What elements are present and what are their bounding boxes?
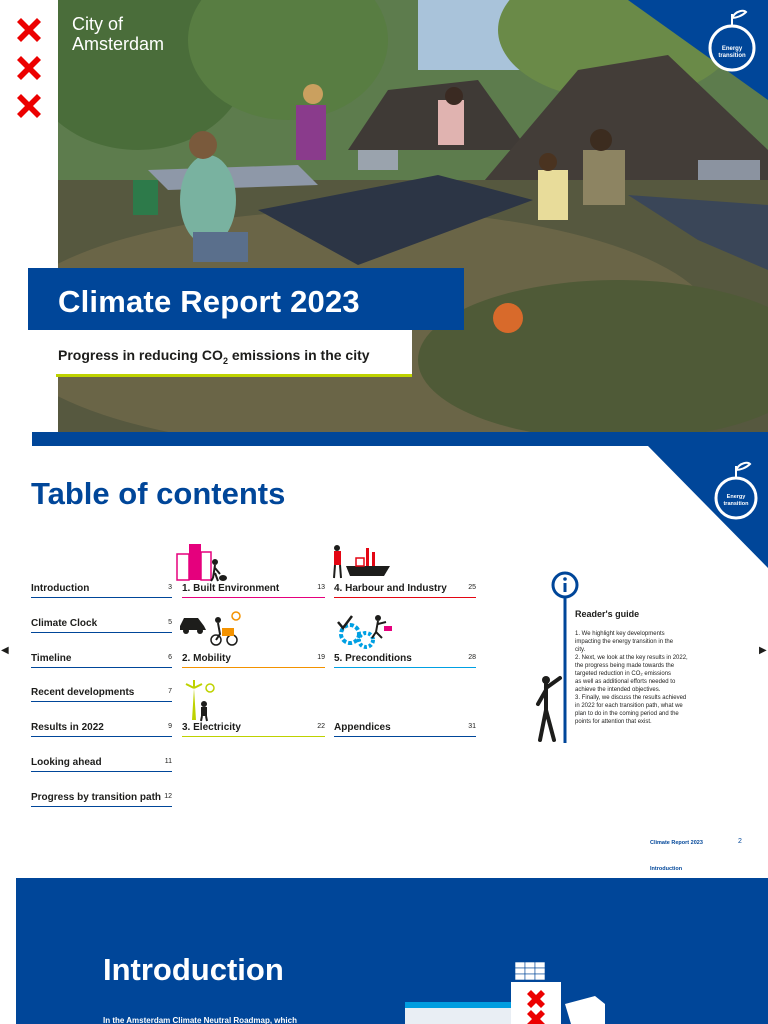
toc-underline xyxy=(334,597,476,598)
toc-underline xyxy=(31,667,172,668)
toc-entry-label: 1. Built Environment xyxy=(182,583,280,594)
guide-line: points for attention that exist. xyxy=(575,719,652,725)
toc-link-progress-by-transition-path[interactable] xyxy=(31,792,172,808)
toc-page-number: 31 xyxy=(468,723,476,730)
guide-line: impacting the energy transition in the xyxy=(575,639,674,645)
guide-line: 3. Finally, we discuss the results achieved xyxy=(575,695,687,701)
toc-underline xyxy=(31,597,172,598)
toc-page-number: 12 xyxy=(164,793,172,800)
toc-link-electricity[interactable] xyxy=(182,722,325,738)
toc-underline xyxy=(334,736,476,737)
previous-page-arrow-icon[interactable]: ◀ xyxy=(1,645,9,656)
toc-link-mobility[interactable] xyxy=(182,653,325,669)
toc-underline xyxy=(182,667,325,668)
toc-title: Table of contents xyxy=(31,476,286,511)
badge-line-1: Energy xyxy=(721,46,743,52)
city-line-2: Amsterdam xyxy=(72,34,165,54)
toc-page-number: 5 xyxy=(168,619,172,626)
toc-underline xyxy=(31,806,172,807)
cover-subtitle-box xyxy=(56,330,412,377)
footer-section-tab[interactable] xyxy=(645,862,745,878)
guide-line: targeted reduction in CO₂ emissions xyxy=(575,671,672,677)
cover-subtitle xyxy=(58,347,370,366)
cross-icon xyxy=(13,52,45,84)
footer-page-number: 2 xyxy=(738,838,742,845)
toc-link-harbour-and-industry[interactable] xyxy=(334,583,476,599)
built-environment-icon xyxy=(175,540,229,582)
reader-guide-title: Reader's guide xyxy=(575,609,640,619)
toc-page-number: 9 xyxy=(168,723,172,730)
toc-page-number: 6 xyxy=(168,654,172,661)
toc-entry-label: Appendices xyxy=(334,722,391,733)
guide-line: as well as additional efforts needed to xyxy=(575,679,676,685)
toc-entry-label: Recent developments xyxy=(31,687,135,698)
energy-transition-icon xyxy=(628,0,768,100)
toc-link-preconditions[interactable] xyxy=(334,653,476,669)
toc-page-number: 7 xyxy=(168,688,172,695)
toc-page-number: 11 xyxy=(164,758,172,765)
guide-line: in 2022 for each transition path, what we xyxy=(575,703,683,709)
guide-line: 1. We highlight key developments xyxy=(575,631,665,637)
reader-guide-info-icon xyxy=(534,570,580,746)
introduction-title: Introduction xyxy=(103,952,284,987)
toc-entry-label: Results in 2022 xyxy=(31,722,104,733)
toc-top-bar xyxy=(32,432,768,446)
toc-page-number: 22 xyxy=(317,723,325,730)
subtitle-text-pre: Progress in reducing CO xyxy=(58,347,223,363)
city-line-1: City of xyxy=(72,14,124,34)
toc-underline xyxy=(31,632,172,633)
toc-entry-label: 2. Mobility xyxy=(182,653,231,664)
toc-entry-label: Introduction xyxy=(31,583,90,594)
toc-link-looking-ahead[interactable] xyxy=(31,757,172,773)
toc-underline xyxy=(31,736,172,737)
energy-transition-badge xyxy=(648,446,768,568)
toc-link-introduction[interactable] xyxy=(31,583,172,599)
introduction-page xyxy=(0,878,768,1024)
badge-line-1: Energy xyxy=(726,494,746,500)
subtitle-text-post: emissions in the city xyxy=(227,347,370,363)
introduction-illustration xyxy=(405,960,605,1024)
cover-title-bar xyxy=(28,268,464,330)
toc-page-number: 13 xyxy=(317,584,325,591)
harbour-and-industry-icon xyxy=(332,540,392,580)
footer-section-tab-label: Introduction xyxy=(650,866,683,872)
amsterdam-logo-strip xyxy=(0,0,58,432)
energy-transition-badge xyxy=(628,0,768,100)
next-page-arrow-icon[interactable]: ▶ xyxy=(759,645,767,656)
toc-link-climate-clock[interactable] xyxy=(31,618,172,634)
badge-line-2: transition xyxy=(723,501,749,507)
toc-page-number: 28 xyxy=(468,654,476,661)
subtitle-subscript: 2 xyxy=(222,355,228,366)
guide-line: 2. Next, we look at the key results in 2022, xyxy=(575,655,688,661)
guide-line: the progress being made towards the xyxy=(575,663,675,669)
amsterdam-xxx-logo xyxy=(13,14,45,128)
cross-icon xyxy=(13,90,45,122)
toc-entry-label: 5. Preconditions xyxy=(334,653,412,664)
toc-entry-label: 3. Electricity xyxy=(182,722,241,733)
toc-page-number: 3 xyxy=(168,584,172,591)
toc-entry-label: Climate Clock xyxy=(31,618,98,629)
toc-underline xyxy=(334,667,476,668)
preconditions-icon xyxy=(334,610,394,650)
toc-entry-label: 4. Harbour and Industry xyxy=(334,583,447,594)
energy-transition-icon xyxy=(648,446,768,568)
reader-guide-list xyxy=(575,630,710,726)
introduction-text: In the Amsterdam Climate Neutral Roadmap, which xyxy=(103,1016,297,1024)
city-of-amsterdam-wordmark xyxy=(72,14,164,54)
toc-entry-label: Progress by transition path xyxy=(31,792,162,803)
toc-entry-label: Looking ahead xyxy=(31,757,102,768)
toc-link-appendices[interactable] xyxy=(334,722,476,738)
toc-underline xyxy=(182,736,325,737)
toc-page-number: 19 xyxy=(317,654,325,661)
mobility-icon xyxy=(178,610,242,650)
cover-title: Climate Report 2023 xyxy=(58,284,360,319)
toc-page-number: 25 xyxy=(468,584,476,591)
toc-underline xyxy=(31,701,172,702)
toc-underline xyxy=(31,771,172,772)
toc-entry-label: Timeline xyxy=(31,653,72,664)
toc-underline xyxy=(182,597,325,598)
cover-page xyxy=(0,0,768,432)
table-of-contents-page xyxy=(0,432,768,878)
toc-link-timeline[interactable] xyxy=(31,653,172,669)
toc-link-results-2022[interactable] xyxy=(31,722,172,738)
introduction-background xyxy=(16,878,768,1024)
cross-icon xyxy=(13,14,45,46)
toc-link-built-environment[interactable] xyxy=(182,583,325,599)
badge-line-2: transition xyxy=(718,53,746,59)
guide-line: city. xyxy=(575,647,586,653)
guide-line: achieve the intended objectives. xyxy=(575,687,661,693)
footer-report-title: Climate Report 2023 xyxy=(650,840,703,846)
electricity-icon xyxy=(182,680,222,722)
toc-link-recent-developments[interactable] xyxy=(31,687,172,703)
guide-line: plan to do in the coming period and the xyxy=(575,711,679,717)
